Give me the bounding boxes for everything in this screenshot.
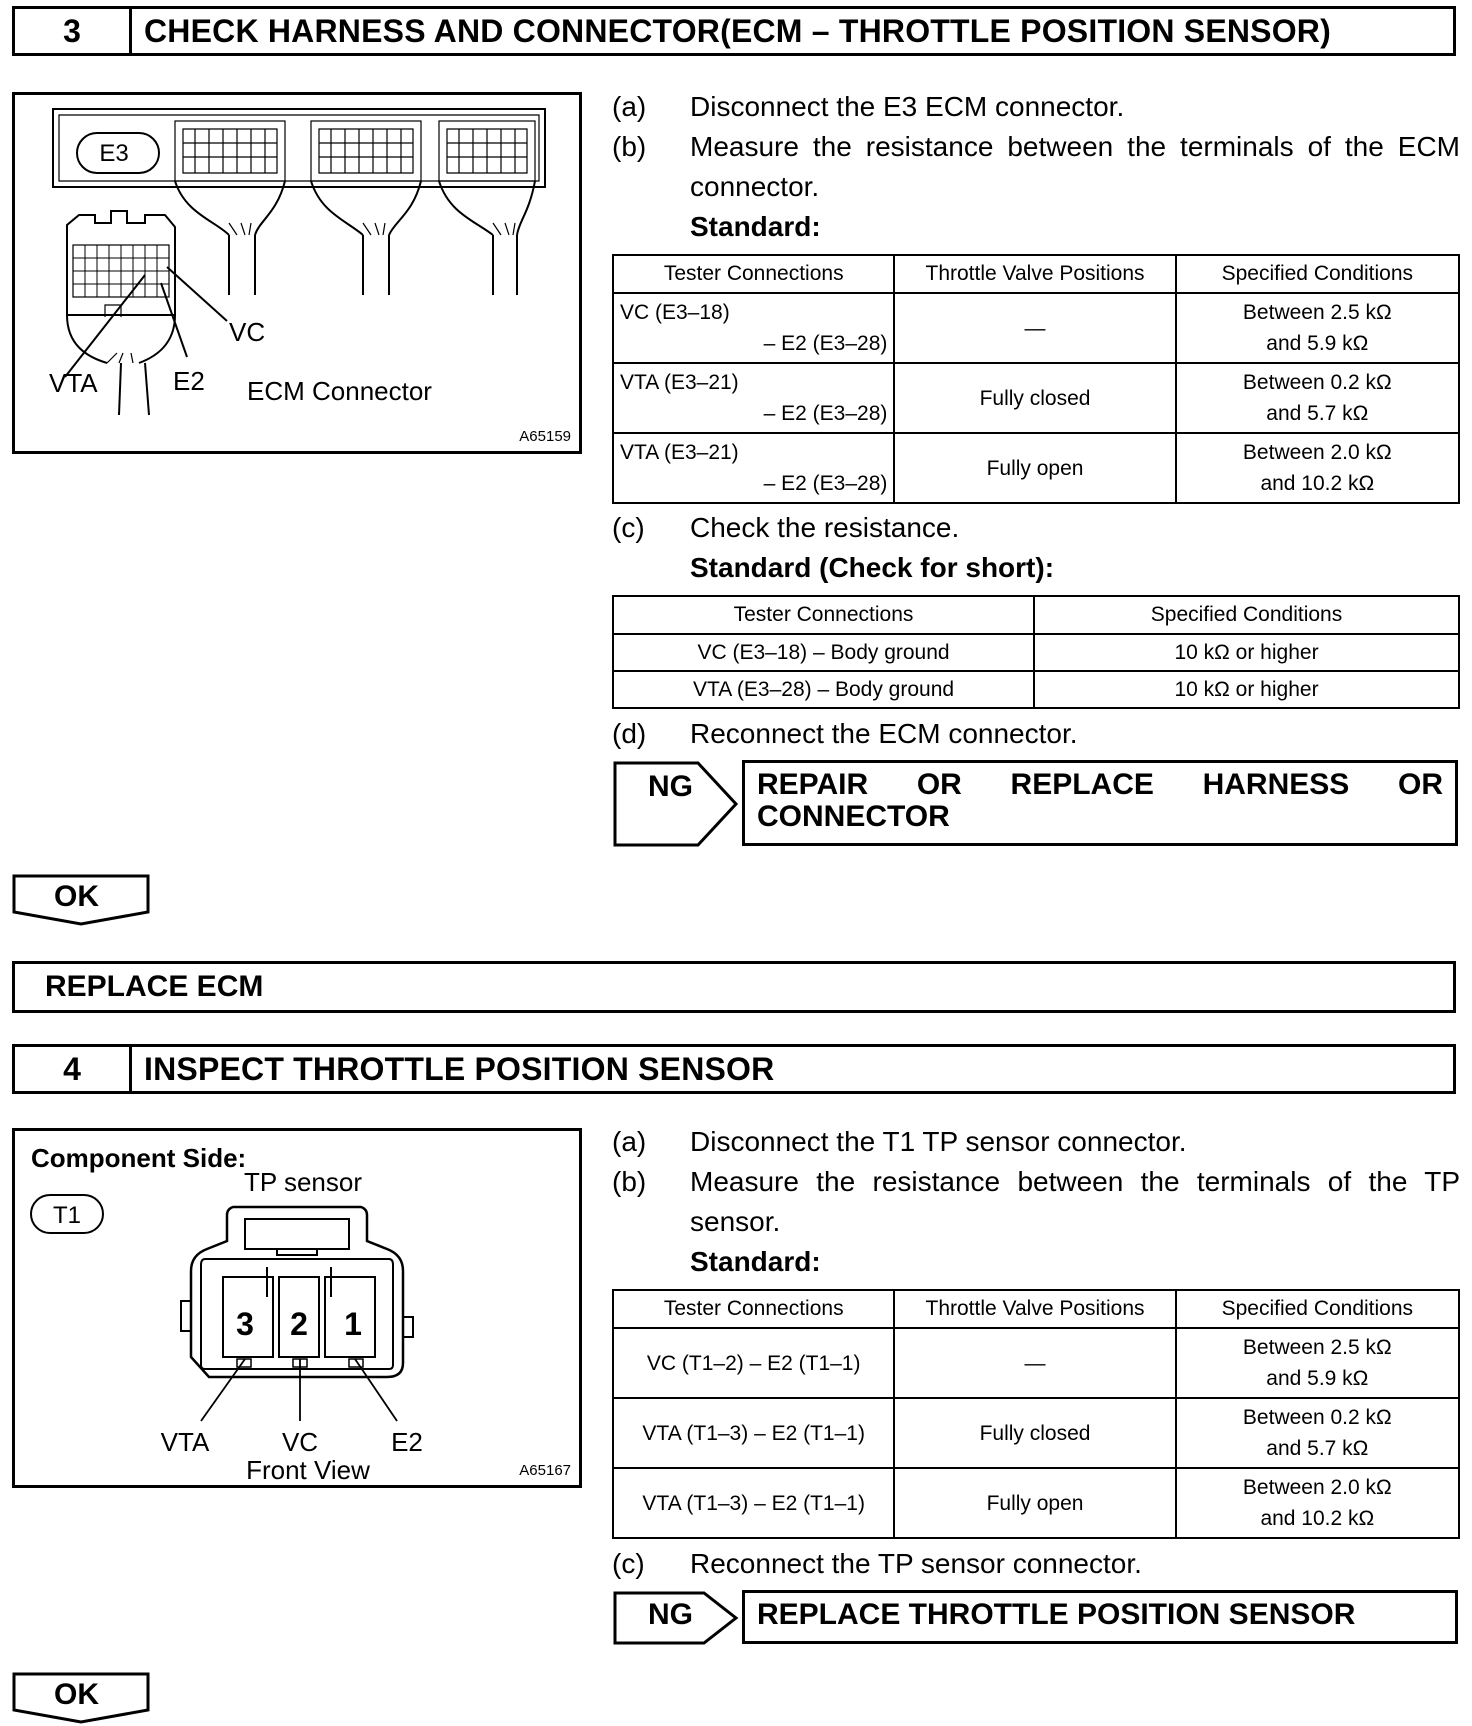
step-label: (b) xyxy=(612,1166,647,1197)
cell-text: and 5.7 kΩ xyxy=(1266,1437,1369,1460)
table-row xyxy=(613,293,1459,363)
table-header: Tester Connections xyxy=(613,1290,894,1328)
replace-ecm-bar xyxy=(12,961,1456,1013)
cell-text: — xyxy=(894,293,1175,363)
ng-result-word: HARNESS xyxy=(1202,768,1350,801)
cell-text: VC (E3–18) – Body ground xyxy=(613,634,1034,671)
step-text: Disconnect the E3 ECM connector. xyxy=(690,91,1125,122)
table-header: Tester Connections xyxy=(613,255,894,293)
pin-2-label: 2 xyxy=(290,1306,308,1342)
step-text: Disconnect the T1 TP sensor connector. xyxy=(690,1126,1187,1157)
t1-tag-text: T1 xyxy=(52,1202,82,1229)
standard-label: Standard: xyxy=(690,211,821,242)
table-header: Tester Connections xyxy=(613,596,1034,634)
cell-text: and 5.9 kΩ xyxy=(1266,332,1369,355)
table-row xyxy=(613,433,1459,503)
table-header: Specified Conditions xyxy=(1034,596,1459,634)
step-3-instructions-c xyxy=(612,508,1460,588)
step-4-instructions xyxy=(612,1122,1460,1282)
cell-text: Between 2.5 kΩ xyxy=(1242,1336,1392,1359)
table-row xyxy=(613,1398,1459,1468)
cell-text: Fully closed xyxy=(894,1398,1175,1468)
table-header: Throttle Valve Positions xyxy=(894,255,1175,293)
ng-result-line1 xyxy=(757,769,1443,801)
step-3-instructions xyxy=(612,87,1460,247)
step-text: Measure the resistance between the terminals of the TP sensor. xyxy=(690,1166,1460,1237)
step-3-instructions-d xyxy=(612,714,1460,754)
figure-code: A65167 xyxy=(519,1462,571,1479)
label-vta: VTA xyxy=(49,368,98,398)
step-4-header xyxy=(12,1044,1456,1094)
ng-result-word: REPLACE xyxy=(1010,768,1154,801)
label-e2: E2 xyxy=(173,366,205,396)
cell-text: – E2 (E3–28) xyxy=(763,472,888,495)
step-title: CHECK HARNESS AND CONNECTOR(ECM – THROTTLE POSITION SENSOR) xyxy=(144,12,1331,49)
cell-text: Fully open xyxy=(894,433,1175,503)
cell-text: Between 2.0 kΩ xyxy=(1242,1476,1392,1499)
pin-3-label: 3 xyxy=(236,1306,254,1342)
step-label: (a) xyxy=(612,1126,647,1157)
table-row xyxy=(613,671,1459,708)
tp-sensor-resistance-table xyxy=(612,1289,1460,1539)
table-header: Throttle Valve Positions xyxy=(894,1290,1175,1328)
ok-label: OK xyxy=(54,880,99,913)
table-header: Specified Conditions xyxy=(1176,255,1459,293)
cell-text: and 10.2 kΩ xyxy=(1260,472,1375,495)
standard-label: Standard: xyxy=(690,1246,821,1277)
tp-sensor-figure xyxy=(12,1128,582,1488)
step-label: (a) xyxy=(612,91,647,122)
e3-tag-text: E3 xyxy=(99,140,129,167)
ng-label: NG xyxy=(648,1598,693,1631)
cell-text: VC (E3–18) xyxy=(620,301,730,324)
cell-text: and 10.2 kΩ xyxy=(1260,1507,1375,1530)
step-label: (c) xyxy=(612,512,645,543)
cell-text: VC (T1–2) – E2 (T1–1) xyxy=(613,1328,894,1398)
figure-code: A65159 xyxy=(519,428,571,445)
table-header: Specified Conditions xyxy=(1176,1290,1459,1328)
ng-result-box xyxy=(742,760,1458,846)
table-row xyxy=(613,1468,1459,1538)
step-3-header xyxy=(12,6,1456,56)
ng-label: NG xyxy=(648,770,693,803)
cell-text: Between 2.5 kΩ xyxy=(1242,301,1392,324)
cell-text: Fully closed xyxy=(894,363,1175,433)
cell-text: VTA (E3–21) xyxy=(620,371,739,394)
cell-text: – E2 (E3–28) xyxy=(763,332,888,355)
cell-text: 10 kΩ or higher xyxy=(1034,671,1459,708)
ng-result-word: OR xyxy=(916,768,962,801)
cell-text: and 5.7 kΩ xyxy=(1266,402,1369,425)
cell-text: VTA (T1–3) – E2 (T1–1) xyxy=(613,1398,894,1468)
standard-label: Standard (Check for short): xyxy=(690,552,1055,583)
label-vc: VC xyxy=(281,1427,319,1457)
cell-text: VTA (T1–3) – E2 (T1–1) xyxy=(613,1468,894,1538)
ok-label: OK xyxy=(54,1678,99,1711)
cell-text: Between 0.2 kΩ xyxy=(1242,1406,1392,1429)
step-text: Check the resistance. xyxy=(690,512,960,543)
cell-text: Fully open xyxy=(894,1468,1175,1538)
step-text: Reconnect the TP sensor connector. xyxy=(690,1548,1142,1579)
ng-result-box xyxy=(742,1590,1458,1644)
ecm-connector-caption: ECM Connector xyxy=(247,376,432,406)
cell-text: Between 0.2 kΩ xyxy=(1242,371,1392,394)
table-row xyxy=(613,634,1459,671)
cell-text: VTA (E3–21) xyxy=(620,441,739,464)
tp-sensor-drawing xyxy=(15,1131,579,1485)
step-label: (c) xyxy=(612,1548,645,1579)
pin-1-label: 1 xyxy=(344,1306,362,1342)
ecm-connector-figure xyxy=(12,92,582,454)
tp-sensor-label: TP sensor xyxy=(243,1167,363,1197)
cell-text: Between 2.0 kΩ xyxy=(1242,441,1392,464)
step-4-instructions-c xyxy=(612,1544,1460,1584)
step-text: Measure the resistance between the terminals of the ECM connector. xyxy=(690,131,1460,202)
step-text: Reconnect the ECM connector. xyxy=(690,718,1078,749)
ecm-resistance-table xyxy=(612,254,1460,504)
replace-ecm-text: REPLACE ECM xyxy=(45,970,264,1003)
label-vc: VC xyxy=(229,317,266,347)
component-side-label: Component Side: xyxy=(31,1143,247,1173)
ng-result-word: OR xyxy=(1398,768,1443,801)
cell-text: and 5.9 kΩ xyxy=(1266,1367,1369,1390)
step-title: INSPECT THROTTLE POSITION SENSOR xyxy=(144,1050,775,1087)
cell-text: — xyxy=(894,1328,1175,1398)
ng-result-word: REPAIR xyxy=(757,768,869,801)
front-view-caption: Front View xyxy=(246,1455,370,1485)
cell-text: 10 kΩ or higher xyxy=(1034,634,1459,671)
step-label: (d) xyxy=(612,718,647,749)
label-e2: E2 xyxy=(391,1427,423,1457)
cell-text: – E2 (E3–28) xyxy=(763,402,888,425)
label-vta: VTA xyxy=(160,1427,210,1457)
short-check-table xyxy=(612,595,1460,709)
table-row xyxy=(613,1328,1459,1398)
ng-result-text: REPLACE THROTTLE POSITION SENSOR xyxy=(757,1598,1356,1631)
ecm-connector-drawing xyxy=(15,95,579,451)
step-number: 3 xyxy=(15,9,132,53)
cell-text: VTA (E3–28) – Body ground xyxy=(613,671,1034,708)
ng-result-line2: CONNECTOR xyxy=(757,800,950,833)
step-label: (b) xyxy=(612,131,647,162)
table-row xyxy=(613,363,1459,433)
step-number: 4 xyxy=(15,1047,132,1091)
